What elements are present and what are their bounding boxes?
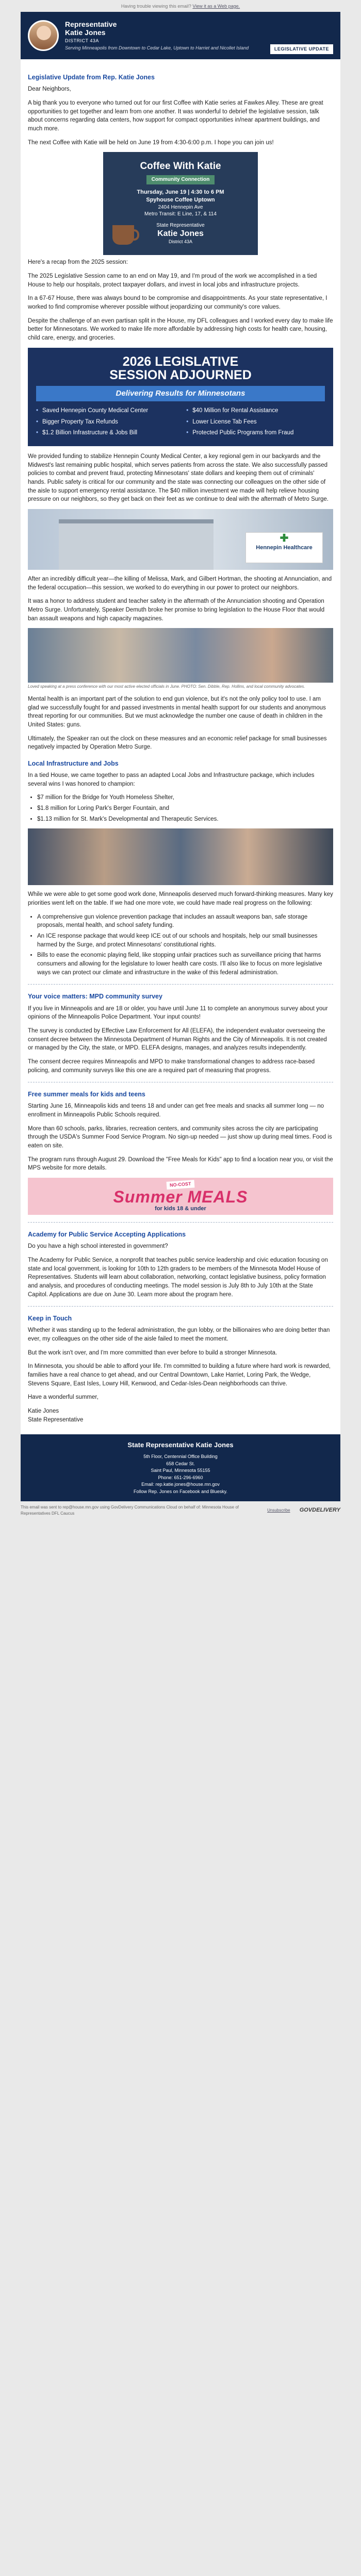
speaker-paragraph: Ultimately, the Speaker ran out the clock on these measures and an economic relief package for small businesses negatively impacted by Operation Metro Surge.	[28, 735, 327, 751]
flyer-date: Thursday, June 19 | 4:30 to 6 PM	[137, 189, 224, 196]
immigration-paragraph-2: It was a honor to address student and teacher safety in the aftermath of the Annunciation shooting and Operation Metro Surge. Unfortunately, Speaker Demuth broke her promise to bring legislation to the House Floor that would ban assault weapons and high capacity magazines.	[28, 598, 325, 622]
immigration-paragraph-1: After an incredibly difficult year—the killing of Melissa, Mark, and Gilbert Hortman, the shooting at Annunciation, and the federal occupation—this session, we worked to do everything in our power to protect our neighbors.	[28, 575, 332, 591]
intro-heading: Legislative Update from Rep. Katie Jones	[28, 74, 155, 81]
footer-phone: Phone: 651-296-6960	[158, 1475, 203, 1480]
infrastructure-item: • $1.8 million for Loring Park's Berger Fountain, and	[37, 804, 333, 813]
survey-paragraph-2: The survey is conducted by Effective Law Enforcement for All (ELEFA), the independent evaluator overseeing the consent decree between the Minnesota Department of Human Rights and the City of Minneapolis. It is not created or managed by the City, the state, or MPD. ELEFA designs, manages, and analyzes results independently.	[28, 1027, 327, 1052]
session-item: • $40 Million for Rental Assistance	[186, 406, 325, 415]
intro-paragraph-1: A big thank you to everyone who turned out for our first Coffee with Katie series at Fawkes Alley. These are great opportunities to get together and learn from one another. It was wonderful to debrief the legislative session, talk about concerns regarding data centers, how support for compact opportunities in/near apartment buildings, and much more.	[28, 99, 323, 132]
infrastructure-heading: Local Infrastructure and Jobs	[28, 759, 119, 767]
session-item: • Saved Hennepin County Medical Center	[36, 406, 175, 415]
flyer-name: Katie Jones	[157, 229, 204, 239]
mental-health-paragraph: Mental health is an important part of the solution to end gun violence, but it's not the only policy tool to use. I am glad we successfully fought for and passed investments in mental health support for our students and anonymous threat reporting for our communities. But we must acknowledge the number one cause of death in children in the United States: guns.	[28, 696, 326, 728]
press-conference-photo	[28, 628, 333, 683]
session-item: • Protected Public Programs from Fraud	[186, 429, 325, 437]
session-columns	[36, 406, 325, 440]
flyer-title: Coffee With Katie	[140, 161, 221, 172]
hennepin-healthcare-photo	[28, 509, 333, 570]
session-item: • Bigger Property Tax Refunds	[36, 418, 175, 427]
infrastructure-list	[37, 793, 333, 823]
flyer-district: District 43A	[168, 239, 192, 245]
greeting: Dear Neighbors,	[28, 86, 71, 93]
web-view-link[interactable]: View it as a Web page.	[192, 4, 240, 9]
recap-paragraph-3: Despite the challenge of an even partisan split in the House, my DFL colleagues and I worked every day to make life better for Minnesotans. We worked to make life more affordable by addressing high costs for health care, housing, child care, energy, and groceries.	[28, 317, 333, 341]
closing-paragraph-1: Whether it was standing up to the federal administration, the gun lobby, or the billionaires who are doing better than ever, my colleagues on the other side of the aisle failed to meet the moment.	[28, 1327, 330, 1342]
coffee-with-katie-flyer	[103, 152, 258, 255]
top-note-text: Having trouble viewing this email?	[121, 4, 191, 9]
section-divider	[28, 1306, 333, 1307]
sign-off: Have a wonderful summer,	[28, 1394, 99, 1401]
flyer-place: Spyhouse Coffee Uptown	[146, 197, 215, 204]
govdelivery-logo: GOVDELIVERY	[299, 1506, 340, 1513]
infrastructure-intro: In a tied House, we came together to pass an adapted Local Jobs and Infrastructure package, which includes several wins I was honored to champion:	[28, 772, 315, 787]
session-title-line2: SESSION ADJOURNED	[109, 367, 252, 382]
photo-caption: Loved speaking at a press conference with our most active elected officials in June. PHOTO: Sen. Dibble, Rep. Hollins, and local community advocates.	[28, 684, 305, 689]
footer-social[interactable]: Follow Rep. Jones on Facebook and Bluesky.	[134, 1488, 227, 1494]
recap-paragraph-2: In a 67-67 House, there was always bound to be compromise and disappointments. As your state representative, I worked to find compromise wherever possible without jeopardizing our community's core values.	[28, 295, 327, 310]
survey-heading: Your voice matters: MPD community survey	[28, 993, 162, 1001]
session-adjourned-graphic	[28, 348, 333, 446]
session-item: • $1.2 Billion Infrastructure & Jobs Bill	[36, 429, 175, 437]
infrastructure-item: • $1.13 million for St. Mark's Developmental and Therapeutic Services.	[37, 815, 333, 824]
keep-in-touch-heading: Keep in Touch	[28, 1315, 72, 1323]
header-text	[65, 20, 271, 52]
footer-city: Saint Paul, Minnesota 55155	[151, 1468, 210, 1473]
infrastructure-paragraph-2: While we were able to get some good work done, Minneapolis deserved much forward-thinking measures. Many key priorities went left on the table. If we had one more vote, we could have made real progress on the following:	[28, 891, 333, 907]
bottom-text: This email was sent to rep@house.mn.gov using GovDelivery Communications Cloud on behalf of: Minnesota House of Representatives DFL Caucus	[21, 1505, 239, 1516]
banner-age: for kids 18 & under	[155, 1206, 206, 1212]
footer-street: 658 Cedar St.	[166, 1461, 195, 1466]
medical-cross-icon: ✚	[280, 532, 289, 544]
session-right-list	[186, 406, 325, 440]
priority-item: • Bills to ease the economic playing field, like stopping unfair practices such as surveillance pricing that harms consumers and allowing for the legislature to lower health care costs. I'll also like to focus on more legislative ways we can protect our climate and infrastructure in the wake of this federal administration.	[37, 951, 333, 977]
header-title-line1: Representative	[65, 20, 117, 28]
representative-photo	[28, 20, 59, 51]
hennepin-logo-text: Hennepin Healthcare	[256, 544, 313, 551]
section-divider	[28, 1222, 333, 1223]
header-subtitle: Serving Minneapolis from Downtown to Cedar Lake, Uptown to Harriet and Nicollet Island	[65, 45, 249, 50]
session-left-list	[36, 406, 175, 440]
footer-office: 5th Floor, Centennial Office Building	[143, 1454, 218, 1460]
survey-paragraph-1: If you live in Minneapolis and are 18 or older, you have until June 11 to complete an anonymous survey about your opinions of the Minneapolis Police Department. Your input counts!	[28, 1005, 328, 1021]
session-band: Delivering Results for Minnesotans	[36, 386, 325, 401]
top-note	[0, 0, 361, 12]
infrastructure-item: • $7 million for the Bridge for Youth Homeless Shelter,	[37, 793, 333, 802]
capitol-event-photo	[28, 828, 333, 885]
header-district: DISTRICT 43A	[65, 38, 99, 43]
flyer-transit: Metro Transit: E Line, 17, & 114	[144, 211, 217, 217]
email-header	[21, 12, 340, 59]
signature-name: Katie Jones	[28, 1408, 59, 1415]
footer-email[interactable]: Email: rep.katie.jones@house.mn.gov	[141, 1482, 220, 1487]
meals-paragraph-1: Starting June 16, Minneapolis kids and teens 18 and under can get free meals and snacks all summer long — no enrollment in Minneapolis Public Schools required.	[28, 1103, 324, 1118]
intro-paragraph-2: The next Coffee with Katie will be held on June 19 from 4:30-6:00 p.m. I hope you can join us!	[28, 139, 274, 146]
flyer-address: 2404 Hennepin Ave	[158, 204, 203, 210]
meals-heading: Free summer meals for kids and teens	[28, 1091, 145, 1098]
session-item: • Lower License Tab Fees	[186, 418, 325, 427]
coffee-cup-icon	[112, 225, 134, 245]
legislative-update-badge: LEGISLATIVE UPDATE	[270, 44, 333, 54]
email-body	[21, 12, 340, 1501]
email-content	[21, 59, 340, 1434]
email-bottom-bar	[21, 1504, 340, 1520]
priorities-list	[37, 913, 333, 977]
banner-summer-meals: Summer MEALS	[113, 1188, 248, 1207]
session-title-line1: 2026 LEGISLATIVE	[122, 354, 239, 369]
banner-no-cost: NO-COST	[167, 1180, 194, 1190]
priority-item: • A comprehensive gun violence prevention package that includes an assault weapons ban, safe storage proposals, mental health, and school safety funding.	[37, 913, 333, 930]
academy-heading: Academy for Public Service Accepting Applications	[28, 1231, 186, 1239]
closing-paragraph-2: But the work isn't over, and I'm more committed than ever before to build a stronger Minnesota.	[28, 1349, 277, 1356]
flyer-ribbon: Community Connection	[146, 175, 215, 185]
recap-intro: Here's a recap from the 2025 session:	[28, 259, 128, 266]
survey-paragraph-3: The consent decree requires Minneapolis and MPD to make transformational changes to address race-based policing, and community surveys like this one are a required part of measuring that progress.	[28, 1058, 315, 1074]
summer-meals-banner	[28, 1178, 333, 1215]
closing-paragraph-3: In Minnesota, you should be able to afford your life. I'm committed to building a future where hard work is rewarded, families have a real chance to get ahead, and our Central Downtown, Lake Harriet, Loring Park, the Wedge, Stevens Square, East Isles, Lowry Hill, Kenwood, and Cedar-Isles-Dean neighborhoods can thrive.	[28, 1363, 331, 1387]
recap-paragraph-1: The 2025 Legislative Session came to an end on May 19, and I'm proud of the work we accomplished in a tied House to help our hospitals, protect taxpayer dollars, and invest in local jobs and infrastructure projects.	[28, 273, 317, 288]
section-divider	[28, 984, 333, 985]
academy-paragraph-2: The Academy for Public Service, a nonprofit that teaches public service leadership and civic education focusing on state and local government, is looking for 10th to 12th graders to be members of the Minnesota Model House of Representatives. Students will learn about collaboration, networking, contact legislative business, policy formation and analysis, and procedures of conducting meetings. The model session is July 8th to July 10th at the State Capitol. Applications are due on June 30. Learn more about the program here.	[28, 1257, 328, 1298]
academy-paragraph-1: Do you have a high school interested in government?	[28, 1243, 168, 1250]
meals-paragraph-2: More than 60 schools, parks, libraries, recreation centers, and community sites across the city are participating through the USDA's Summer Food Service Program. No sign-up needed — just show up during meal times. Food is eaten on site.	[28, 1125, 332, 1149]
flyer-role: State Representative	[156, 222, 205, 228]
email-footer	[21, 1434, 340, 1501]
priority-item: • An ICE response package that would keep ICE out of our schools and hospitals, help our small businesses harmed by the Surge, and protect Minnesotans' constitutional rights.	[37, 932, 333, 949]
hospital-paragraph: We provided funding to stabilize Hennepin County Medical Center, a key regional gem in our backyards and the Midwest's last remaining public hospital, which serves patients from across the state. We also successfully passed policies to combat and prevent fraud, protecting Minnesotans' state dollars and keeping them out of criminals' hands. Public safety is critical for our community and the state was connecting our colleagues on the other side of the aisle to support emergency rental assistance. The $40 million investment we made will help relieve housing pressure on our neighbors, so they get back on their feet as we continue to deal with the aftermath of Metro Surge.	[28, 453, 329, 503]
meals-paragraph-3: The program runs through August 29. Download the "Free Meals for Kids" app to find a location near you, or visit the MPS website for more details.	[28, 1156, 333, 1172]
unsubscribe-link[interactable]: Unsubscribe	[267, 1508, 290, 1513]
footer-name: State Representative Katie Jones	[127, 1441, 234, 1449]
signature-title: State Representative	[28, 1416, 84, 1423]
hospital-building	[59, 519, 214, 570]
header-title-line2: Katie Jones	[65, 28, 106, 37]
hennepin-healthcare-logo	[245, 532, 323, 563]
